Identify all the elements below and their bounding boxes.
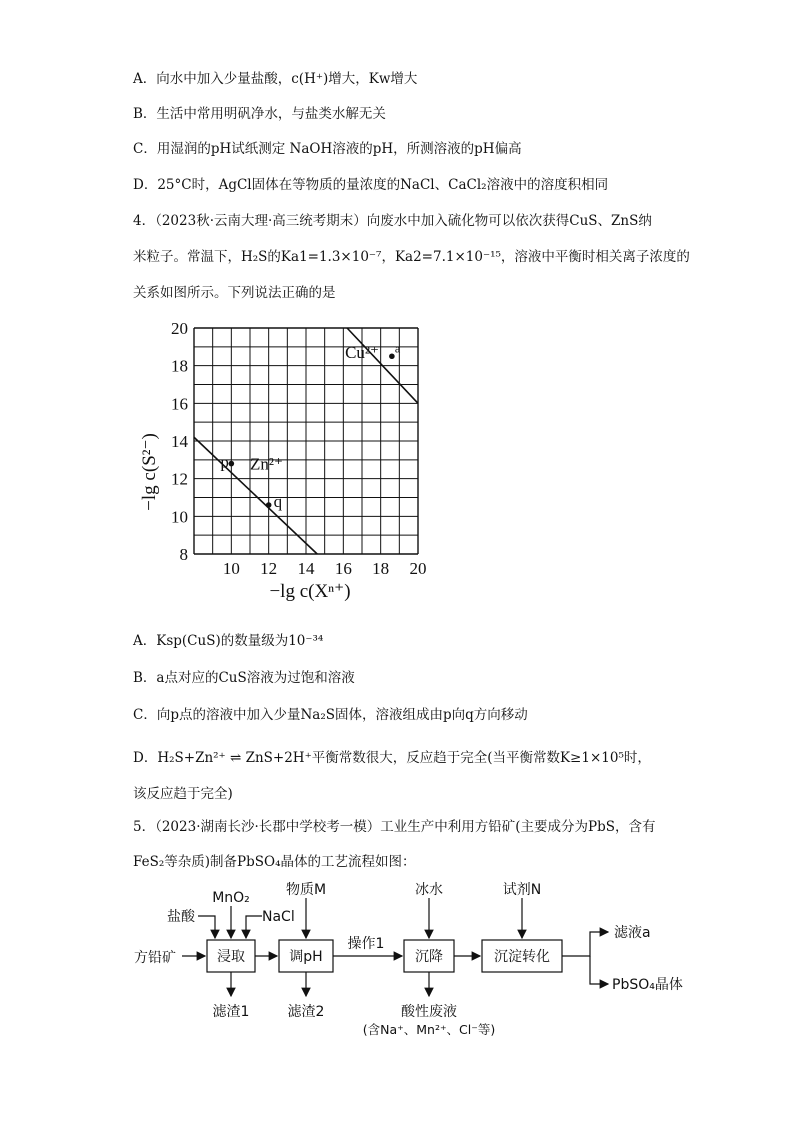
- reagent-hcl: 盐酸: [167, 909, 195, 925]
- y-tick-label: 16: [171, 394, 188, 414]
- box-adjust-ph-label: 调pH: [289, 949, 323, 965]
- q5-stem-line2: FeS₂等杂质)制备PbSO₄晶体的工艺流程如图：: [133, 854, 416, 870]
- chart-ticks: [171, 319, 427, 578]
- x-tick-label: 18: [372, 559, 390, 578]
- series-label-zn: Zn²⁺: [250, 454, 283, 474]
- y-tick-label: 14: [171, 432, 188, 451]
- point-q: [266, 502, 272, 508]
- q4-stem-line3: 关系如图所示。下列说法正确的是: [133, 285, 336, 301]
- reagent-mno2: MnO₂: [212, 890, 250, 906]
- point-label-p: p: [220, 452, 229, 472]
- point-label-q: q: [273, 492, 283, 512]
- x-tick-label: 14: [297, 559, 315, 578]
- reagent-m: 物质M: [285, 882, 327, 898]
- y-tick-label: 8: [179, 545, 188, 564]
- q4-option-d-cont: 该反应趋于完全): [133, 786, 233, 802]
- output-crystal: PbSO₄晶体: [612, 977, 683, 993]
- output-waste-ions: (含Na⁺、Mn²⁺、Cl⁻等): [362, 1022, 496, 1037]
- series-label-cu: Cu²⁺: [345, 343, 379, 363]
- box-leach-label: 浸取: [217, 949, 245, 965]
- q4-option-b: B．a点对应的CuS溶液为过饱和溶液: [133, 670, 355, 686]
- q4-stem-line2: 米粒子。常温下，H₂S的Ka1=1.3×10⁻⁷，Ka2=7.1×10⁻¹⁵，溶液中平衡时相关离子浓度的: [133, 249, 690, 265]
- q4-option-a: A．Ksp(CuS)的数量级为10⁻³⁴: [133, 633, 324, 649]
- q3-option-b: B．生活中常用明矾净水，与盐类水解无关: [133, 106, 386, 122]
- reagent-nacl: NaCl: [262, 909, 295, 925]
- output-residue1: 滤渣1: [212, 1004, 250, 1020]
- output-residue2: 滤渣2: [287, 1004, 325, 1020]
- q4-option-d: D．H₂S+Zn²⁺ ⇌ ZnS+2H⁺平衡常数很大，反应趋于完全(当平衡常数K≥1×10⁵时，: [133, 750, 651, 766]
- y-tick-label: 12: [171, 469, 188, 489]
- y-tick-label: 10: [171, 507, 188, 527]
- x-axis-label: −lg c(Xⁿ⁺): [269, 581, 351, 602]
- y-axis-label: −lg c(S²⁻): [139, 433, 160, 511]
- point-p: [229, 461, 235, 467]
- box-conversion-label: 沉淀转化: [494, 949, 550, 965]
- y-tick-label: 20: [171, 319, 188, 338]
- reagent-n: 试剂N: [502, 882, 542, 898]
- q3-option-d: D．25°C时，AgCl固体在等物质的量浓度的NaCl、CaCl₂溶液中的溶度积相同: [133, 177, 609, 193]
- q3-option-c: C．用湿润的pH试纸测定 NaOH溶液的pH，所测溶液的pH偏高: [133, 141, 522, 157]
- process-flow-diagram: [0, 880, 794, 1050]
- x-tick-label: 12: [260, 559, 278, 578]
- output-filtrate: 滤液a: [614, 925, 651, 941]
- chart-grid: [194, 328, 418, 554]
- q4-stem-line1: 4．（2023秋·云南大理·高三统考期末）向废水中加入硫化物可以依次获得CuS、ZnS纳: [133, 213, 652, 229]
- ion-concentration-chart: [130, 312, 440, 612]
- x-tick-label: 10: [222, 559, 240, 578]
- point-label-a: a: [394, 341, 401, 356]
- y-tick-label: 18: [171, 356, 188, 376]
- chart-points: [220, 341, 401, 511]
- reagent-ice-water: 冰水: [415, 882, 443, 898]
- q4-option-c: C．向p点的溶液中加入少量Na₂S固体，溶液组成由p向q方向移动: [133, 707, 528, 723]
- x-tick-label: 20: [409, 559, 427, 578]
- x-tick-label: 16: [334, 559, 352, 578]
- op-label: 操作1: [347, 936, 385, 952]
- q3-option-a: A．向水中加入少量盐酸，c(H⁺)增大，Kw增大: [133, 71, 418, 87]
- box-settle-label: 沉降: [415, 949, 443, 965]
- q5-stem-line1: 5．（2023·湖南长沙·长郡中学校考一模）工业生产中利用方铅矿(主要成分为PbS，含有: [133, 819, 656, 835]
- point-a: [389, 353, 395, 359]
- output-waste: 酸性废液: [401, 1004, 457, 1020]
- input-ore: 方铅矿: [134, 950, 176, 966]
